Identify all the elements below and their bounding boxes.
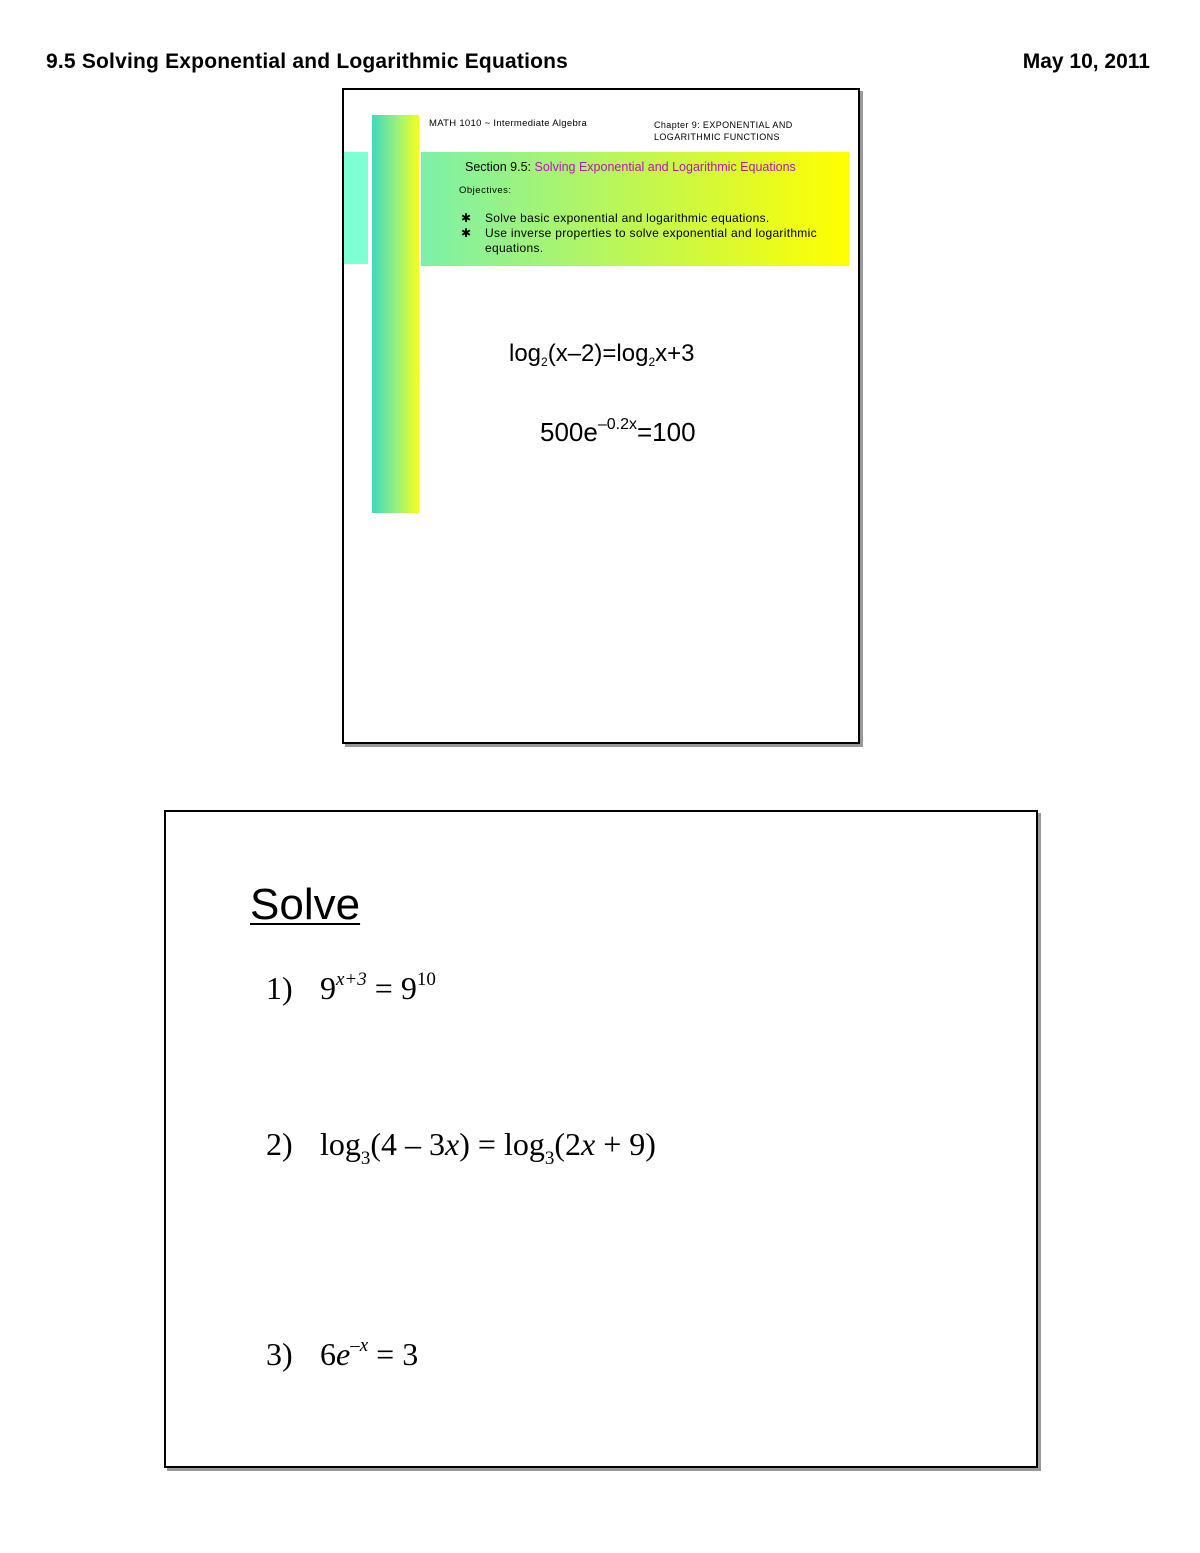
eq-subscript: 2 <box>541 355 548 369</box>
objective-text: Use inverse properties to solve exponential and logarithmic equations. <box>485 226 817 255</box>
page-header <box>46 50 1150 78</box>
section-prefix: Section 9.5: <box>465 160 535 174</box>
eq-text: (2 <box>554 1126 581 1162</box>
eq-subscript: 3 <box>544 1148 555 1169</box>
eq-text: (x–2)=log <box>547 340 649 367</box>
page-title: 9.5 Solving Exponential and Logarithmic Equations <box>46 50 569 73</box>
slide-solve <box>164 810 1038 1468</box>
equation-exponential <box>540 417 696 448</box>
eq-text: 6 <box>320 1336 336 1372</box>
eq-variable: x <box>445 1126 460 1162</box>
eq-text: =100 <box>636 417 696 447</box>
eq-text: x+3 <box>655 340 695 367</box>
problem-2 <box>266 1126 656 1169</box>
eq-text: = 3 <box>368 1336 419 1372</box>
problem-number: 1) <box>266 970 293 1006</box>
problem-number: 2) <box>266 1126 293 1162</box>
asterisk-bullet-icon: ✱ <box>461 226 472 240</box>
solve-title: Solve <box>250 880 361 929</box>
eq-text: = 9 <box>366 970 417 1006</box>
eq-subscript: 2 <box>648 355 656 369</box>
eq-subscript: 3 <box>360 1148 371 1169</box>
eq-superscript: x+3 <box>336 969 367 990</box>
problem-number: 3) <box>266 1336 293 1372</box>
eq-variable: e <box>336 1336 351 1372</box>
eq-variable: x <box>581 1126 596 1162</box>
eq-text: ) = log <box>459 1126 545 1162</box>
eq-superscript: 10 <box>416 969 436 990</box>
page-date: May 10, 2011 <box>1022 50 1150 73</box>
slide-objectives <box>342 88 860 744</box>
objective-text: Solve basic exponential and logarithmic equations. <box>485 211 770 225</box>
section-banner <box>421 152 849 266</box>
objectives-label: Objectives: <box>459 185 512 196</box>
decorative-side-block <box>344 152 368 264</box>
problem-1 <box>266 970 436 1007</box>
eq-text: + 9) <box>595 1126 656 1162</box>
eq-text: log <box>509 340 542 367</box>
eq-text: 9 <box>320 970 336 1006</box>
chapter-label: Chapter 9: EXPONENTIAL AND LOGARITHMIC FUNCTIONS <box>654 120 793 142</box>
eq-text: (4 – 3 <box>370 1126 446 1162</box>
eq-superscript: –x <box>350 1335 369 1356</box>
objective-item <box>459 211 849 226</box>
objective-item <box>459 226 849 256</box>
asterisk-bullet-icon: ✱ <box>461 211 472 225</box>
equation-log <box>509 340 695 368</box>
decorative-gradient-bar <box>372 115 419 513</box>
problem-3 <box>266 1336 418 1373</box>
course-label: MATH 1010 ~ Intermediate Algebra <box>429 118 588 129</box>
eq-text: log <box>320 1126 361 1162</box>
section-heading <box>465 160 796 174</box>
eq-superscript: –0.2x <box>597 416 637 433</box>
section-topic: Solving Exponential and Logarithmic Equations <box>534 160 796 174</box>
objectives-list <box>459 211 849 256</box>
eq-text: 500e <box>540 417 598 447</box>
